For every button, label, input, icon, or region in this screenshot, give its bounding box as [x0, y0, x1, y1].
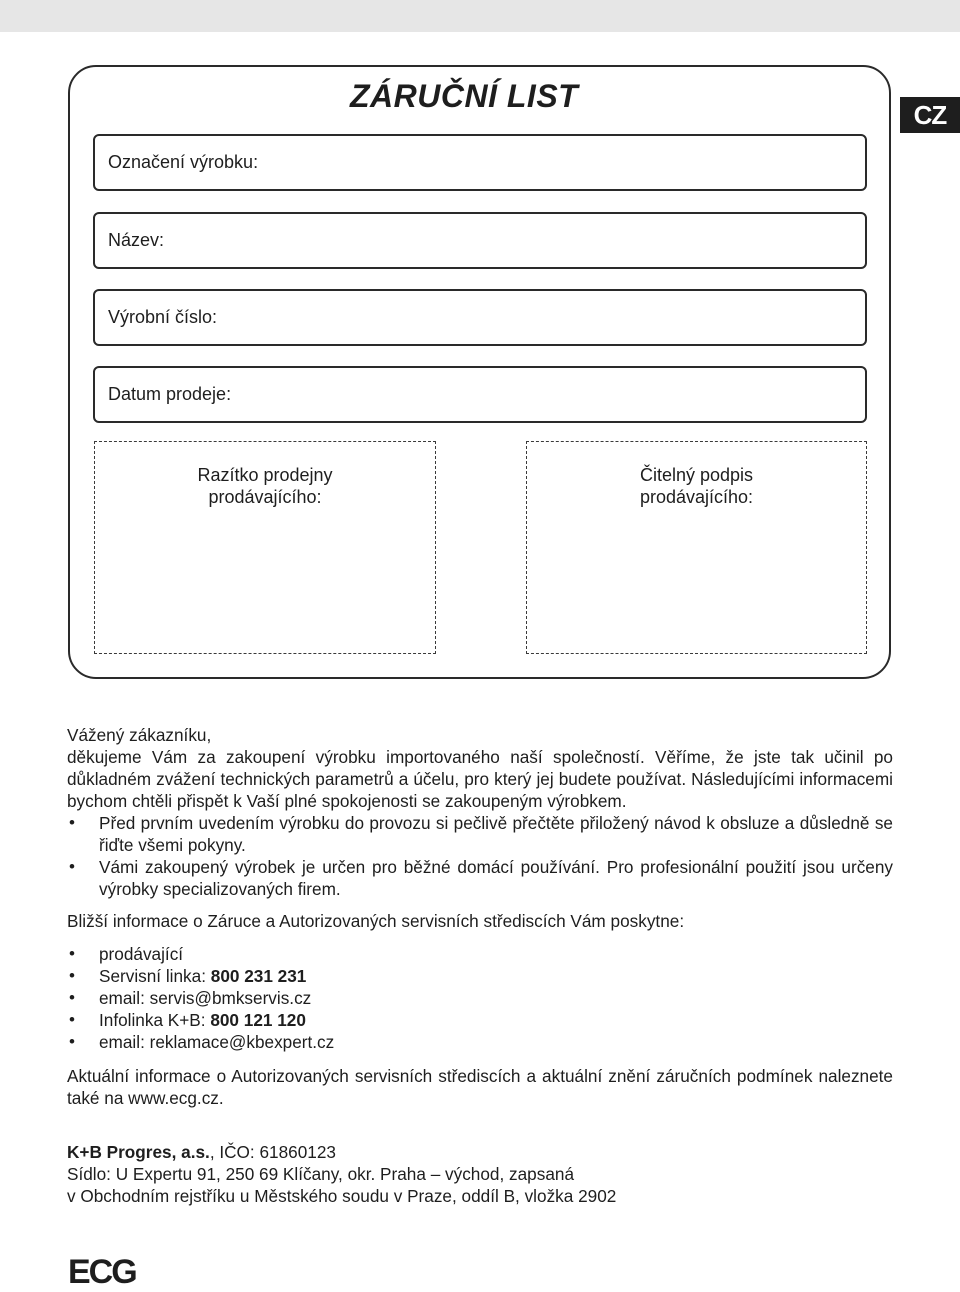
instruction-list: [67, 812, 893, 900]
intro-paragraph: děkujeme Vám za zakoupení výrobku importovaného naší společností. Věříme, že jste tak učinil po důkladném zvážení technických parametrů a účelu, pro který jej budete používat. Následujícími informacemi bychom chtěli přispět k Vaší plné spokojenosti se zakoupeným výrobkem.: [67, 747, 893, 811]
card-title: ZÁRUČNÍ LIST: [350, 78, 579, 114]
list-item: • Infolinka K+B: 800 121 120: [69, 1010, 306, 1030]
list-item: • prodávající: [69, 944, 184, 964]
company-register: v Obchodním rejstříku u Městského soudu v Praze, oddíl B, vložka 2902: [67, 1186, 617, 1206]
contact-seller: prodávající: [99, 944, 184, 964]
stamp-label-line1: Razítko prodejny: [197, 465, 333, 485]
complaints-email: email: reklamace@kbexpert.cz: [99, 1032, 335, 1052]
infoline-number: 800 121 120: [210, 1010, 306, 1030]
sale-date-field[interactable]: [93, 366, 867, 423]
product-name-field[interactable]: [93, 212, 867, 269]
field-label: Výrobní číslo:: [108, 307, 218, 327]
field-label: Datum prodeje:: [108, 384, 232, 404]
list-item: • Před prvním uvedením výrobku do provozu si pečlivě přečtěte přiložený návod k obsluze a důsledně se řiďte všemi pokyny.: [69, 813, 893, 855]
list-item-text: Vámi zakoupený výrobek je určen pro běžné domácí používání. Pro profesionální použití jsou určeny výrobky specializovaných firem.: [99, 857, 893, 899]
language-badge: CZ: [900, 97, 960, 133]
product-designation-field[interactable]: [93, 134, 867, 191]
greeting: Vážený zákazníku,: [67, 725, 212, 745]
list-item: • Servisní linka: 800 231 231: [69, 966, 307, 986]
list-item-text: Před prvním uvedením výrobku do provozu si pečlivě přečtěte přiložený návod k obsluze a důsledně se řiďte všemi pokyny.: [99, 813, 893, 855]
list-item: • Vámi zakoupený výrobek je určen pro běžné domácí používání. Pro profesionální použití jsou určeny výrobky specializovaných firem.: [69, 857, 893, 899]
service-line-label: Servisní linka:: [99, 966, 211, 986]
list-item: • email: servis@bmkservis.cz: [69, 988, 312, 1008]
field-label: Název:: [108, 230, 165, 250]
stamp-label-line2: prodávajícího:: [208, 487, 322, 507]
company-address: Sídlo: U Expertu 91, 250 69 Klíčany, okr. Praha – východ, zapsaná: [67, 1164, 575, 1184]
infoline-label: Infolinka K+B:: [99, 1010, 211, 1030]
company-name: K+B Progres, a.s.: [67, 1142, 210, 1162]
service-line-number: 800 231 231: [210, 966, 307, 986]
seller-stamp-box[interactable]: [94, 441, 436, 654]
info-heading: Bližší informace o Záruce a Autorizovaných servisních střediscích Vám poskytne:: [67, 911, 685, 931]
current-info-paragraph: Aktuální informace o Autorizovaných servisních střediscích a aktuální znění záručních podmínek naleznete také na www.ecg.cz.: [67, 1066, 893, 1108]
company-block: [67, 1141, 893, 1207]
signature-label-line2: prodávajícího:: [639, 487, 754, 507]
list-item: • email: reklamace@kbexpert.cz: [69, 1032, 335, 1052]
seller-signature-box[interactable]: [526, 441, 867, 654]
ecg-logo: ECG: [68, 1253, 136, 1291]
company-line: [67, 1141, 893, 1163]
signature-box-label: [527, 464, 866, 508]
field-label: Označení výrobku:: [108, 152, 259, 172]
serial-number-field[interactable]: [93, 289, 867, 346]
contact-list: [67, 943, 893, 1053]
company-ico: , IČO: 61860123: [209, 1142, 336, 1162]
top-strip: [0, 0, 960, 32]
service-email: email: servis@bmkservis.cz: [99, 988, 312, 1008]
stamp-box-label: [95, 464, 435, 508]
signature-label-line1: Čitelný podpis: [639, 465, 754, 485]
